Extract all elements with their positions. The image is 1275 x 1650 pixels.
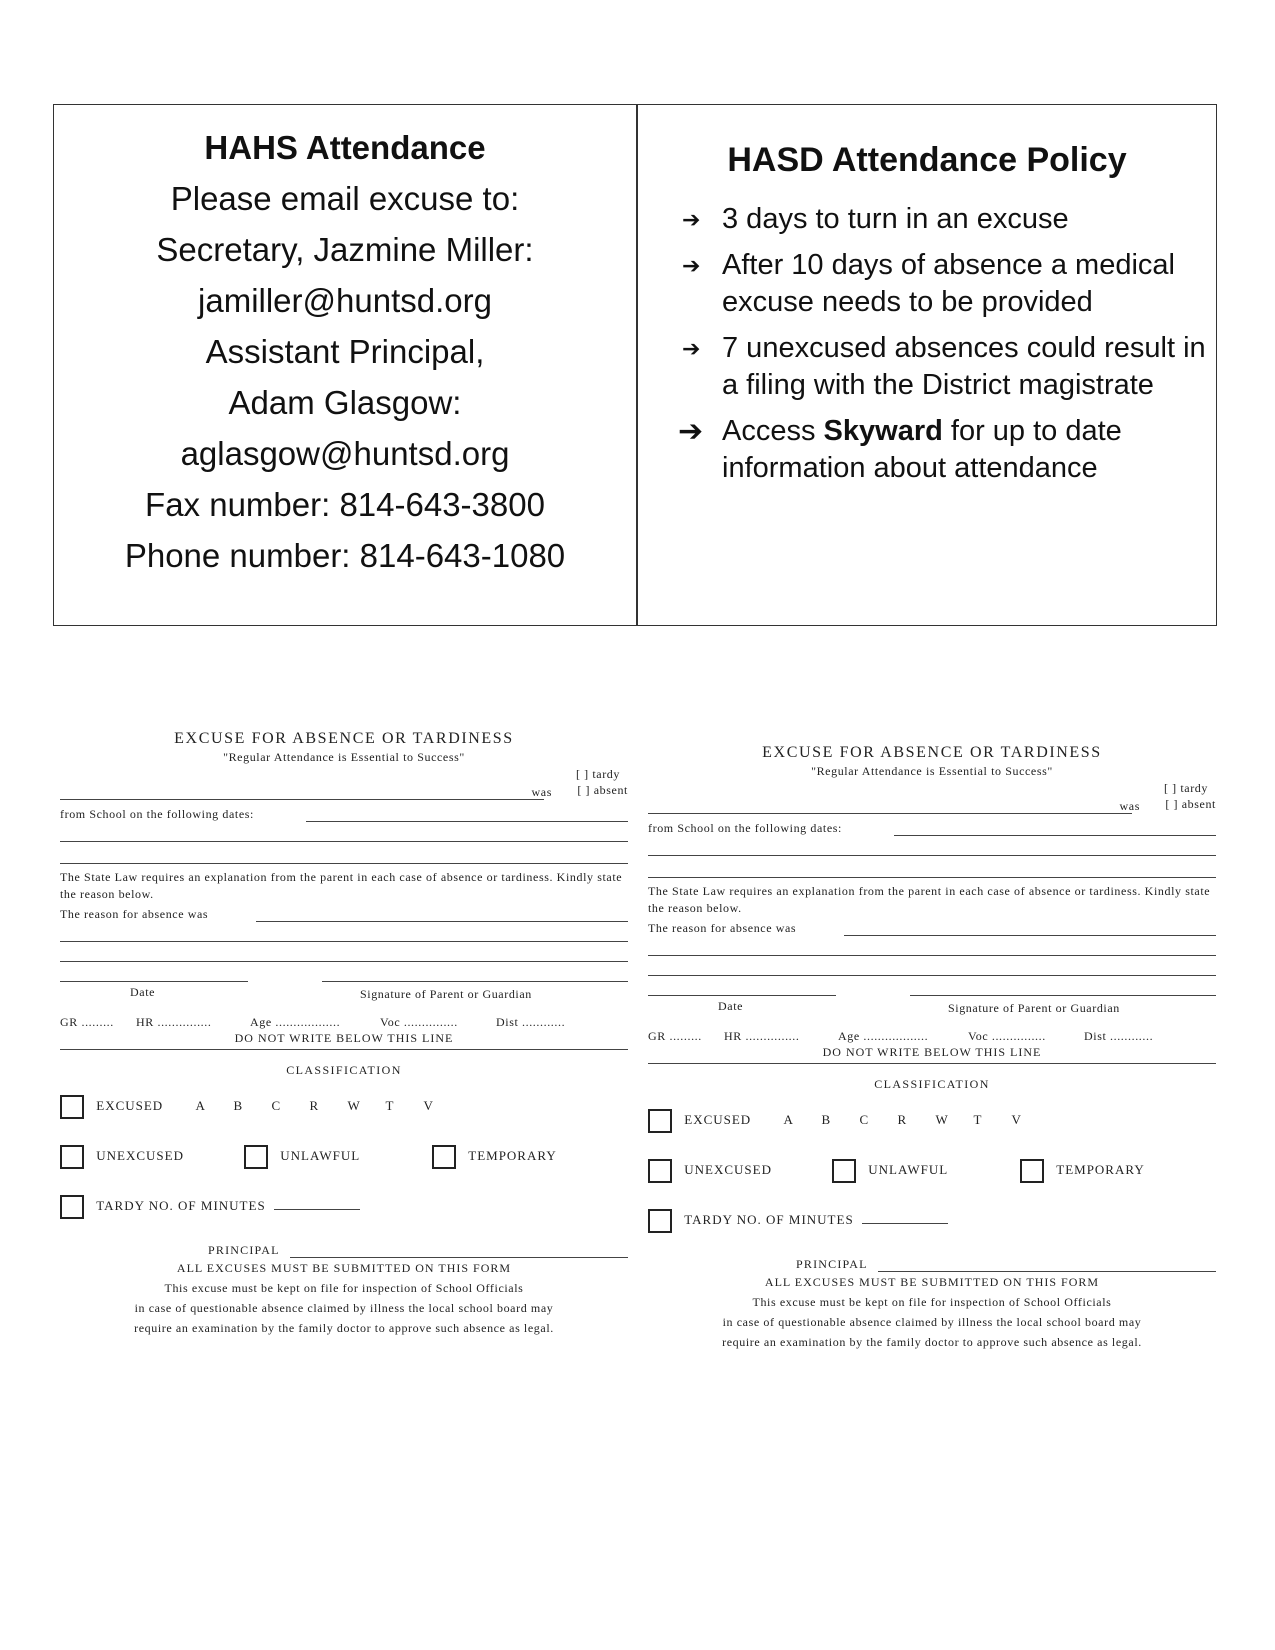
gr-field[interactable]: GR ......... <box>60 1015 114 1029</box>
excused-checkbox[interactable] <box>648 1109 672 1133</box>
excused-row <box>648 1109 1049 1133</box>
principal-line[interactable] <box>878 1271 1216 1272</box>
temporary-label: TEMPORARY <box>468 1147 557 1163</box>
temporary-label: TEMPORARY <box>1056 1161 1145 1177</box>
temporary-row <box>1020 1159 1145 1183</box>
unlawful-checkbox[interactable] <box>832 1159 856 1183</box>
unexcused-row <box>60 1145 184 1169</box>
phone-number: Phone number: 814-643-1080 <box>124 537 566 574</box>
all-excuses-notice: ALL EXCUSES MUST BE SUBMITTED ON THIS FORM <box>764 1275 1100 1289</box>
tardy-minutes-label: TARDY NO. OF MINUTES <box>684 1211 854 1227</box>
arrow-right-icon: ➔ <box>678 415 704 448</box>
signature-label: Signature of Parent or Guardian <box>360 987 532 1001</box>
classification-letter: W <box>935 1111 949 1127</box>
excused-row <box>60 1095 461 1119</box>
assistant-principal-label: Assistant Principal, <box>205 333 485 370</box>
dates-line-2[interactable] <box>60 841 628 842</box>
classification-letter: R <box>309 1097 320 1113</box>
reason-line-3[interactable] <box>648 975 1216 976</box>
student-name-line[interactable] <box>60 799 544 800</box>
signature-label: Signature of Parent or Guardian <box>948 1001 1120 1015</box>
classification-letter: B <box>233 1097 244 1113</box>
tardy-checkbox-label[interactable]: [ ] tardy <box>575 767 620 781</box>
tardy-checkbox-label[interactable]: [ ] tardy <box>1163 781 1208 795</box>
classification-letter: A <box>783 1111 794 1127</box>
classification-letters <box>783 1112 1049 1127</box>
excuse-form-left <box>60 730 628 1335</box>
absent-checkbox-label[interactable]: [ ] absent <box>1165 797 1216 811</box>
age-field[interactable]: Age .................. <box>250 1015 341 1029</box>
policy-bullet-text: 7 unexcused absences could result in a filing with the District magistrate <box>722 332 1206 401</box>
student-name-line[interactable] <box>648 813 1132 814</box>
attendance-info-box <box>53 104 1217 626</box>
dates-line[interactable] <box>306 821 628 822</box>
do-not-write-line <box>60 1049 628 1050</box>
age-field[interactable]: Age .................. <box>838 1029 929 1043</box>
arrow-right-icon: ➔ <box>682 253 701 278</box>
reason-label: The reason for absence was <box>60 907 209 921</box>
unexcused-label: UNEXCUSED <box>96 1147 184 1163</box>
all-excuses-notice: ALL EXCUSES MUST BE SUBMITTED ON THIS FORM <box>176 1261 512 1275</box>
form-motto: "Regular Attendance is Essential to Success" <box>811 764 1053 778</box>
dates-line-3[interactable] <box>60 863 628 864</box>
hasd-policy-title: HASD Attendance Policy <box>727 141 1127 179</box>
tardy-minutes-checkbox[interactable] <box>648 1209 672 1233</box>
form-motto: "Regular Attendance is Essential to Success" <box>223 750 465 764</box>
policy-bullet-text: After 10 days of absence a medical excuse needs to be provided <box>722 249 1175 318</box>
voc-field[interactable]: Voc ............... <box>380 1015 458 1029</box>
date-line[interactable] <box>648 995 836 996</box>
classification-letters <box>195 1098 461 1113</box>
assistant-principal-email: aglasgow@huntsd.org <box>180 435 510 472</box>
signature-line[interactable] <box>910 995 1216 996</box>
form-title: EXCUSE FOR ABSENCE OR TARDINESS <box>174 730 514 747</box>
skyward-text-after: for up to date information about attendance <box>722 415 1122 484</box>
dates-label: from School on the following dates: <box>648 821 842 835</box>
date-line[interactable] <box>60 981 248 982</box>
classification-letter: R <box>897 1111 908 1127</box>
principal-line[interactable] <box>290 1257 628 1258</box>
reason-line-3[interactable] <box>60 961 628 962</box>
hahs-attendance-title: HAHS Attendance <box>204 129 486 166</box>
classification-letter: V <box>1011 1111 1022 1127</box>
arrow-right-icon: ➔ <box>682 336 701 361</box>
temporary-checkbox[interactable] <box>432 1145 456 1169</box>
footer-line-3: require an examination by the family doctor to approve such absence as legal. <box>134 1321 554 1335</box>
policy-bullet <box>638 330 1216 404</box>
unexcused-checkbox[interactable] <box>648 1159 672 1183</box>
footer-line-1: This excuse must be kept on file for inspection of School Officials <box>164 1281 524 1295</box>
reason-line[interactable] <box>844 935 1216 936</box>
classification-letter: A <box>195 1097 206 1113</box>
policy-bullet-text: 3 days to turn in an excuse <box>722 203 1069 235</box>
tardy-minutes-row <box>648 1209 948 1233</box>
excuse-form-right <box>648 744 1216 1349</box>
form-title: EXCUSE FOR ABSENCE OR TARDINESS <box>762 744 1102 761</box>
reason-line-2[interactable] <box>648 955 1216 956</box>
do-not-write-label: DO NOT WRITE BELOW THIS LINE <box>234 1031 454 1045</box>
classification-letter: C <box>271 1097 282 1113</box>
temporary-row <box>432 1145 557 1169</box>
policy-bullet-skyward <box>638 413 1216 487</box>
unexcused-row <box>648 1159 772 1183</box>
reason-line-2[interactable] <box>60 941 628 942</box>
reason-label: The reason for absence was <box>648 921 797 935</box>
dates-label: from School on the following dates: <box>60 807 254 821</box>
classification-letter: T <box>973 1111 983 1127</box>
footer-line-2: in case of questionable absence claimed by illness the local school board may <box>134 1301 554 1315</box>
unexcused-checkbox[interactable] <box>60 1145 84 1169</box>
secretary-name: Secretary, Jazmine Miller: <box>156 231 534 268</box>
principal-label: PRINCIPAL <box>796 1257 868 1271</box>
absent-checkbox-label[interactable]: [ ] absent <box>577 783 628 797</box>
unlawful-row <box>244 1145 360 1169</box>
dist-field[interactable]: Dist ............ <box>1084 1029 1154 1043</box>
date-label: Date <box>718 999 744 1013</box>
state-law-text: The State Law requires an explanation from the parent in each case of absence or tardiness. Kindly state the reason below. <box>648 884 1211 915</box>
footer-line-2: in case of questionable absence claimed by illness the local school board may <box>722 1315 1142 1329</box>
unlawful-row <box>832 1159 948 1183</box>
footer-line-1: This excuse must be kept on file for inspection of School Officials <box>752 1295 1112 1309</box>
assistant-principal-name: Adam Glasgow: <box>228 384 462 421</box>
classification-letter: W <box>347 1097 361 1113</box>
principal-label: PRINCIPAL <box>208 1243 280 1257</box>
signature-line[interactable] <box>322 981 628 982</box>
tardy-minutes-line[interactable] <box>862 1223 948 1224</box>
classification-label: CLASSIFICATION <box>286 1063 402 1077</box>
hr-field[interactable]: HR ............... <box>136 1015 212 1029</box>
excused-checkbox[interactable] <box>60 1095 84 1119</box>
tardy-minutes-row <box>60 1195 360 1219</box>
hahs-attendance-panel <box>54 123 636 581</box>
dates-line-3[interactable] <box>648 877 1216 878</box>
was-label: was <box>531 785 552 799</box>
date-label: Date <box>130 985 156 999</box>
hasd-policy-panel <box>638 135 1216 496</box>
classification-letter: C <box>859 1111 870 1127</box>
tardy-minutes-label: TARDY NO. OF MINUTES <box>96 1197 266 1213</box>
arrow-right-icon: ➔ <box>682 207 701 232</box>
classification-letter: V <box>423 1097 434 1113</box>
skyward-name: Skyward <box>823 415 943 447</box>
unlawful-checkbox[interactable] <box>244 1145 268 1169</box>
classification-label: CLASSIFICATION <box>874 1077 990 1091</box>
footer-line-3: require an examination by the family doctor to approve such absence as legal. <box>722 1335 1142 1349</box>
excused-label: EXCUSED <box>684 1111 752 1127</box>
dist-field[interactable]: Dist ............ <box>496 1015 566 1029</box>
hr-field[interactable]: HR ............... <box>724 1029 800 1043</box>
dates-line-2[interactable] <box>648 855 1216 856</box>
policy-bullet <box>638 201 1216 238</box>
tardy-minutes-checkbox[interactable] <box>60 1195 84 1219</box>
voc-field[interactable]: Voc ............... <box>968 1029 1046 1043</box>
temporary-checkbox[interactable] <box>1020 1159 1044 1183</box>
email-instruction: Please email excuse to: <box>170 180 520 217</box>
excused-label: EXCUSED <box>96 1097 164 1113</box>
do-not-write-label: DO NOT WRITE BELOW THIS LINE <box>822 1045 1042 1059</box>
do-not-write-line <box>648 1063 1216 1064</box>
unlawful-label: UNLAWFUL <box>868 1161 949 1177</box>
skyward-text-before: Access <box>722 415 824 447</box>
state-law-text: The State Law requires an explanation from the parent in each case of absence or tardiness. Kindly state the reason below. <box>60 870 623 901</box>
policy-bullet <box>638 247 1216 321</box>
unlawful-label: UNLAWFUL <box>280 1147 361 1163</box>
tardy-minutes-line[interactable] <box>274 1209 360 1210</box>
unexcused-label: UNEXCUSED <box>684 1161 772 1177</box>
reason-line[interactable] <box>256 921 628 922</box>
classification-letter: B <box>821 1111 832 1127</box>
gr-field[interactable]: GR ......... <box>648 1029 702 1043</box>
fax-number: Fax number: 814-643-3800 <box>145 486 545 523</box>
secretary-email: jamiller@huntsd.org <box>198 282 492 319</box>
classification-letter: T <box>385 1097 395 1113</box>
was-label: was <box>1119 799 1140 813</box>
dates-line[interactable] <box>894 835 1216 836</box>
